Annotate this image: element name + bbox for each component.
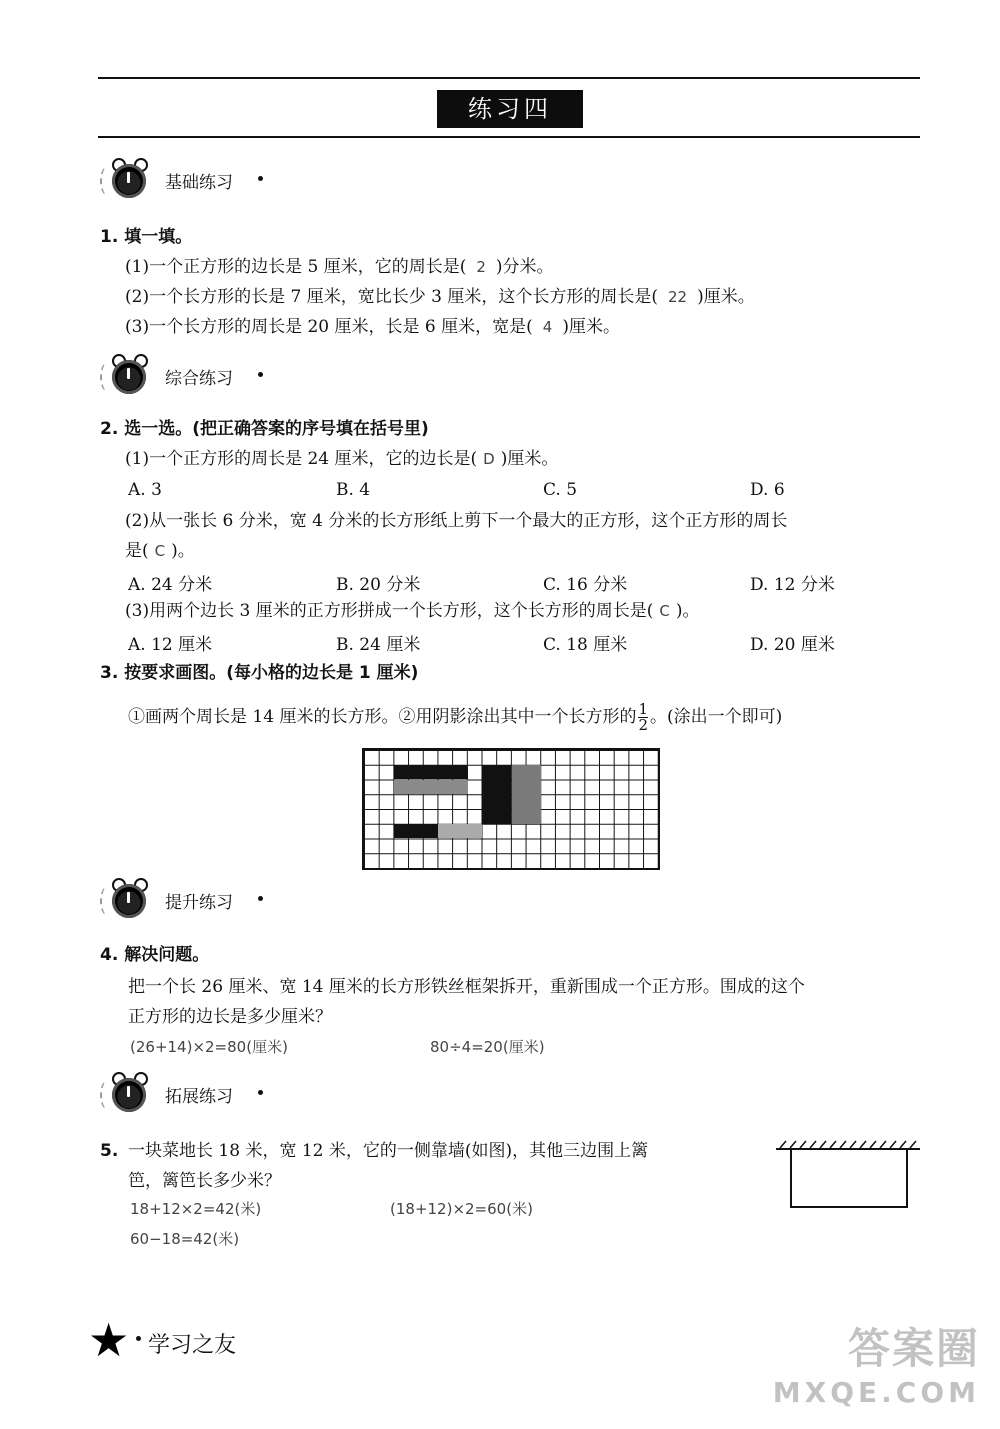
q2-sub2-option-d: D. 12 分米 bbox=[750, 575, 835, 595]
q2-sub3-answer: C bbox=[659, 602, 670, 620]
q5-work3: 60−18=42(米) bbox=[130, 1230, 240, 1248]
vegetable-field-diagram bbox=[790, 1148, 908, 1208]
section-label: 基础练习 bbox=[165, 173, 233, 193]
alarm-clock-icon bbox=[112, 360, 146, 394]
rect-c-light bbox=[438, 824, 482, 838]
title-rule bbox=[98, 136, 920, 138]
q3-instruction-b: 。(涂出一个即可) bbox=[650, 707, 783, 727]
q2-sub1-end: )厘米。 bbox=[500, 449, 559, 469]
q4-text1: 把一个长 26 厘米、宽 14 厘米的长方形铁丝框架拆开，重新围成一个正方形。围成的这个 bbox=[128, 977, 805, 997]
q2-sub3-option-b: B. 24 厘米 bbox=[336, 635, 421, 655]
q2-sub2-answer: C bbox=[154, 542, 166, 560]
section-label: 综合练习 bbox=[165, 369, 233, 389]
q2-sub2-line2 bbox=[125, 540, 195, 562]
q1-item2-end: )厘米。 bbox=[697, 287, 755, 307]
q1-item3-end: )厘米。 bbox=[562, 317, 620, 337]
section-header-advanced bbox=[100, 876, 400, 926]
rect-b-dark bbox=[482, 765, 511, 824]
q1-item1 bbox=[125, 256, 554, 278]
q1-item2-text: (2)一个长方形的长是 7 厘米，宽比长少 3 厘米，这个长方形的周长是( bbox=[125, 287, 658, 307]
dot-icon bbox=[258, 1090, 263, 1095]
q4-text2: 正方形的边长是多少厘米？ bbox=[128, 1007, 332, 1027]
page-title: 练习四 bbox=[437, 90, 583, 128]
q1-item3-answer: 4 bbox=[542, 318, 553, 336]
q3-instruction-a: ①画两个周长是 14 厘米的长方形。②用阴影涂出其中一个长方形的 bbox=[128, 707, 637, 727]
q5-work1: 18+12×2=42(米) bbox=[130, 1200, 262, 1218]
q3-instruction bbox=[128, 702, 782, 733]
q4-stem: 4. 解决问题。 bbox=[100, 945, 210, 965]
q5-text1: 一块菜地长 18 米，宽 12 米，它的一侧靠墙(如图)，其他三边围上篱 bbox=[128, 1141, 649, 1161]
q2-stem: 2. 选一选。(把正确答案的序号填在括号里) bbox=[100, 419, 429, 439]
q2-sub3-text: (3)用两个边长 3 厘米的正方形拼成一个长方形，这个长方形的周长是( bbox=[125, 601, 654, 621]
q2-sub3-option-a: A. 12 厘米 bbox=[128, 635, 213, 655]
q1-item2-answer: 22 bbox=[667, 288, 688, 306]
q2-sub1-option-a: A. 3 bbox=[128, 480, 162, 500]
fraction-denominator: 2 bbox=[638, 716, 648, 734]
rect-c-dark bbox=[394, 824, 438, 838]
q2-sub2-option-b: B. 20 分米 bbox=[336, 575, 421, 595]
half-fraction bbox=[638, 702, 648, 733]
q2-sub3-option-c: C. 18 厘米 bbox=[543, 635, 628, 655]
q2-sub3-end: )。 bbox=[675, 601, 700, 621]
alarm-clock-icon bbox=[112, 884, 146, 918]
q2-sub3 bbox=[125, 600, 699, 622]
top-rule bbox=[98, 77, 920, 79]
footer-brand: 学习之友 bbox=[148, 1333, 237, 1358]
dot-icon bbox=[258, 372, 263, 377]
q5-number: 5. bbox=[100, 1141, 119, 1161]
dot-icon bbox=[258, 896, 263, 901]
watermark-line1: 答案圈 bbox=[847, 1324, 980, 1373]
q1-item1-text: (1)一个正方形的边长是 5 厘米，它的周长是( bbox=[125, 257, 467, 277]
q3-stem: 3. 按要求画图。(每小格的边长是 1 厘米) bbox=[100, 663, 419, 683]
q1-item3 bbox=[125, 316, 620, 338]
q5-work2: (18+12)×2=60(米) bbox=[390, 1200, 533, 1218]
q2-sub2-end: )。 bbox=[171, 541, 195, 561]
alarm-clock-icon bbox=[112, 164, 146, 198]
q1-item3-text: (3)一个长方形的周长是 20 厘米，长是 6 厘米，宽是( bbox=[125, 317, 533, 337]
rect-a-dark bbox=[394, 765, 468, 779]
watermark bbox=[773, 1316, 980, 1409]
star-icon: ★ bbox=[88, 1313, 130, 1367]
q1-item2 bbox=[125, 286, 755, 308]
q2-sub2-option-c: C. 16 分米 bbox=[543, 575, 628, 595]
q1-item1-end: )分米。 bbox=[495, 257, 554, 277]
section-header-comprehensive bbox=[100, 352, 400, 402]
q2-sub2-line1: (2)从一张长 6 分米，宽 4 分米的长方形纸上剪下一个最大的正方形，这个正方形的周长 bbox=[125, 511, 788, 531]
q2-sub2-option-a: A. 24 分米 bbox=[128, 575, 213, 595]
drawing-grid bbox=[362, 748, 660, 870]
q2-sub1-option-c: C. 5 bbox=[543, 480, 578, 500]
dot-icon bbox=[258, 176, 263, 181]
q2-sub1-text: (1)一个正方形的周长是 24 厘米，它的边长是( bbox=[125, 449, 478, 469]
q2-sub3-option-d: D. 20 厘米 bbox=[750, 635, 835, 655]
q4-work1: (26+14)×2=80(厘米) bbox=[130, 1038, 288, 1056]
fraction-numerator: 1 bbox=[638, 700, 648, 718]
section-label: 拓展练习 bbox=[165, 1087, 233, 1107]
footer-dot bbox=[136, 1336, 141, 1341]
q2-sub1 bbox=[125, 448, 558, 470]
q2-sub1-option-b: B. 4 bbox=[336, 480, 371, 500]
watermark-line2: MXQE.COM bbox=[772, 1376, 980, 1409]
section-label: 提升练习 bbox=[165, 893, 233, 913]
rect-a-light bbox=[394, 780, 468, 794]
section-header-extension bbox=[100, 1070, 400, 1120]
q1-item1-answer: 2 bbox=[476, 258, 486, 276]
q2-sub1-answer: D bbox=[483, 450, 495, 468]
alarm-clock-icon bbox=[112, 1078, 146, 1112]
rect-b-light bbox=[512, 765, 541, 824]
q1-stem: 1. 填一填。 bbox=[100, 227, 193, 247]
q4-work2: 80÷4=20(厘米) bbox=[430, 1038, 545, 1056]
section-header-basic bbox=[100, 156, 400, 206]
q2-sub1-option-d: D. 6 bbox=[750, 480, 785, 500]
q5-text2: 笆，篱笆长多少米？ bbox=[128, 1171, 281, 1191]
q2-sub2-text: 是( bbox=[125, 541, 149, 561]
